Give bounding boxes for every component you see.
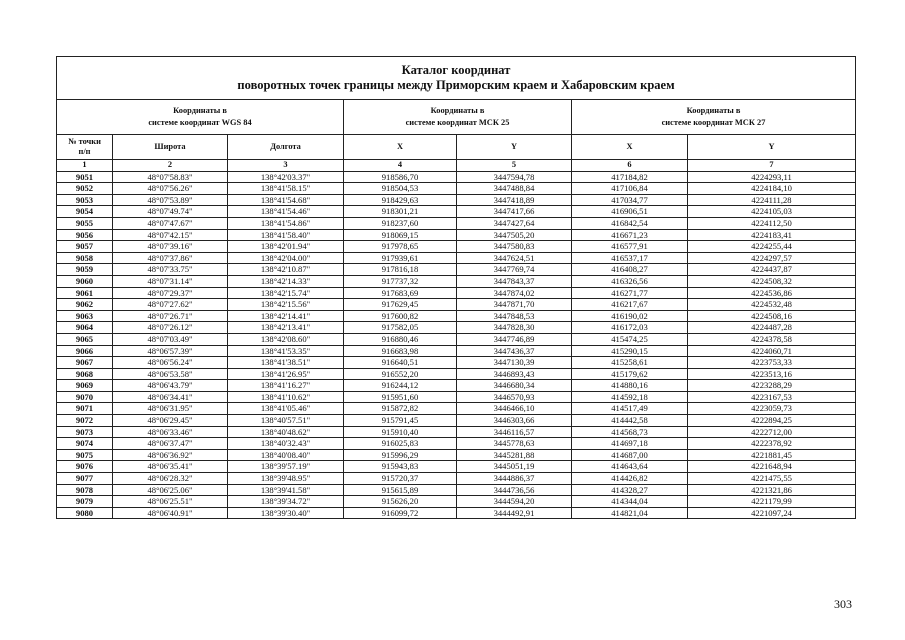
y-msk25: 3447769,74 <box>457 264 572 276</box>
column-number: 3 <box>228 160 344 172</box>
longitude: 138°42'13.41" <box>228 322 344 334</box>
y-msk27: 4224532,48 <box>688 299 856 311</box>
table-row <box>57 391 856 403</box>
table-row <box>57 426 856 438</box>
x-msk27: 416190,02 <box>572 310 688 322</box>
longitude: 138°40'57.51" <box>228 415 344 427</box>
x-msk25: 915615,89 <box>344 484 457 496</box>
table-row <box>57 345 856 357</box>
y-msk27: 4221097,24 <box>688 507 856 519</box>
y-msk27: 4223059,73 <box>688 403 856 415</box>
point-number: 9056 <box>57 229 113 241</box>
latitude: 48°07'39.16" <box>113 241 228 253</box>
y-msk25: 3447417,66 <box>457 206 572 218</box>
x-msk25: 918237,60 <box>344 217 457 229</box>
x-msk25: 915626,20 <box>344 496 457 508</box>
x-msk27: 415290,15 <box>572 345 688 357</box>
y-msk25: 3446116,57 <box>457 426 572 438</box>
column-header-y-msk27: Y <box>688 135 856 160</box>
point-number: 9079 <box>57 496 113 508</box>
table-row <box>57 438 856 450</box>
latitude: 48°06'29.45" <box>113 415 228 427</box>
latitude: 48°07'26.12" <box>113 322 228 334</box>
y-msk25: 3447580,83 <box>457 241 572 253</box>
y-msk25: 3447874,02 <box>457 287 572 299</box>
y-msk25: 3447594,78 <box>457 171 572 183</box>
x-msk25: 917939,61 <box>344 252 457 264</box>
y-msk27: 4224378,58 <box>688 333 856 345</box>
latitude: 48°06'53.58" <box>113 368 228 380</box>
point-number: 9063 <box>57 310 113 322</box>
point-number: 9075 <box>57 449 113 461</box>
column-header-longitude: Долгота <box>228 135 344 160</box>
longitude: 138°41'16.27" <box>228 380 344 392</box>
longitude: 138°40'48.62" <box>228 426 344 438</box>
y-msk27: 4224536,86 <box>688 287 856 299</box>
x-msk25: 918586,70 <box>344 171 457 183</box>
longitude: 138°42'15.74" <box>228 287 344 299</box>
x-msk25: 918069,15 <box>344 229 457 241</box>
table-title: Каталог координат <box>401 63 511 77</box>
table-row <box>57 368 856 380</box>
coordinate-catalog-sheet <box>56 56 855 519</box>
longitude: 138°41'10.62" <box>228 391 344 403</box>
x-msk27: 417106,84 <box>572 183 688 195</box>
y-msk27: 4224111,28 <box>688 194 856 206</box>
point-number: 9070 <box>57 391 113 403</box>
y-msk25: 3444594,20 <box>457 496 572 508</box>
y-msk27: 4224508,32 <box>688 275 856 287</box>
y-msk25: 3444492,91 <box>457 507 572 519</box>
longitude: 138°39'41.58" <box>228 484 344 496</box>
column-number: 5 <box>457 160 572 172</box>
x-msk27: 415258,61 <box>572 357 688 369</box>
x-msk25: 917737,32 <box>344 275 457 287</box>
point-number: 9062 <box>57 299 113 311</box>
x-msk27: 416217,67 <box>572 299 688 311</box>
y-msk25: 3444736,56 <box>457 484 572 496</box>
y-msk27: 4224255,44 <box>688 241 856 253</box>
x-msk25: 915951,60 <box>344 391 457 403</box>
point-number: 9057 <box>57 241 113 253</box>
latitude: 48°07'37.86" <box>113 252 228 264</box>
x-msk27: 414821,04 <box>572 507 688 519</box>
y-msk25: 3446893,43 <box>457 368 572 380</box>
y-msk27: 4221475,55 <box>688 473 856 485</box>
y-msk27: 4223513,16 <box>688 368 856 380</box>
y-msk27: 4224183,41 <box>688 229 856 241</box>
y-msk27: 4224297,57 <box>688 252 856 264</box>
table-row <box>57 241 856 253</box>
point-number: 9071 <box>57 403 113 415</box>
point-number: 9058 <box>57 252 113 264</box>
latitude: 48°07'03.49" <box>113 333 228 345</box>
latitude: 48°07'42.15" <box>113 229 228 241</box>
x-msk25: 915943,83 <box>344 461 457 473</box>
longitude: 138°42'14.41" <box>228 310 344 322</box>
y-msk27: 4221648,94 <box>688 461 856 473</box>
y-msk25: 3445281,88 <box>457 449 572 461</box>
longitude: 138°39'48.95" <box>228 473 344 485</box>
longitude: 138°42'10.87" <box>228 264 344 276</box>
latitude: 48°06'37.47" <box>113 438 228 450</box>
coordinate-table <box>56 56 856 519</box>
x-msk25: 916683,98 <box>344 345 457 357</box>
table-row <box>57 264 856 276</box>
y-msk27: 4222894,25 <box>688 415 856 427</box>
longitude: 138°40'08.40" <box>228 449 344 461</box>
latitude: 48°06'40.91" <box>113 507 228 519</box>
table-row <box>57 275 856 287</box>
x-msk25: 918301,21 <box>344 206 457 218</box>
column-number: 1 <box>57 160 113 172</box>
y-msk25: 3447624,51 <box>457 252 572 264</box>
point-number: 9060 <box>57 275 113 287</box>
latitude: 48°06'36.92" <box>113 449 228 461</box>
latitude: 48°07'47.67" <box>113 217 228 229</box>
x-msk27: 414697,18 <box>572 438 688 450</box>
group-header-msk25: Координаты в системе координат МСК 25 <box>344 100 572 135</box>
table-row <box>57 310 856 322</box>
y-msk27: 4224112,50 <box>688 217 856 229</box>
point-number: 9061 <box>57 287 113 299</box>
x-msk25: 916640,51 <box>344 357 457 369</box>
y-msk27: 4221881,45 <box>688 449 856 461</box>
x-msk27: 414592,18 <box>572 391 688 403</box>
x-msk27: 416842,54 <box>572 217 688 229</box>
longitude: 138°39'34.72" <box>228 496 344 508</box>
table-row <box>57 380 856 392</box>
y-msk25: 3444886,37 <box>457 473 572 485</box>
y-msk25: 3446303,66 <box>457 415 572 427</box>
table-row <box>57 449 856 461</box>
point-number: 9053 <box>57 194 113 206</box>
table-row <box>57 415 856 427</box>
y-msk25: 3447488,84 <box>457 183 572 195</box>
latitude: 48°06'25.06" <box>113 484 228 496</box>
x-msk27: 414517,49 <box>572 403 688 415</box>
table-row <box>57 403 856 415</box>
table-row <box>57 299 856 311</box>
y-msk25: 3447843,37 <box>457 275 572 287</box>
point-number: 9065 <box>57 333 113 345</box>
x-msk27: 414880,16 <box>572 380 688 392</box>
latitude: 48°06'33.46" <box>113 426 228 438</box>
x-msk25: 915996,29 <box>344 449 457 461</box>
point-number: 9054 <box>57 206 113 218</box>
longitude: 138°39'57.19" <box>228 461 344 473</box>
y-msk27: 4224508,16 <box>688 310 856 322</box>
latitude: 48°07'56.26" <box>113 183 228 195</box>
longitude: 138°39'30.40" <box>228 507 344 519</box>
y-msk27: 4224060,71 <box>688 345 856 357</box>
y-msk27: 4221321,86 <box>688 484 856 496</box>
column-header-point: № точки п/п <box>57 135 113 160</box>
point-number: 9078 <box>57 484 113 496</box>
latitude: 48°07'26.71" <box>113 310 228 322</box>
table-row <box>57 194 856 206</box>
table-row <box>57 484 856 496</box>
group-header-wgs84: Координаты в системе координат WGS 84 <box>57 100 344 135</box>
table-row <box>57 229 856 241</box>
table-row <box>57 473 856 485</box>
x-msk25: 915720,37 <box>344 473 457 485</box>
point-number: 9064 <box>57 322 113 334</box>
latitude: 48°06'34.41" <box>113 391 228 403</box>
y-msk27: 4221179,99 <box>688 496 856 508</box>
x-msk27: 414568,73 <box>572 426 688 438</box>
longitude: 138°41'54.68" <box>228 194 344 206</box>
table-row <box>57 507 856 519</box>
x-msk25: 917629,45 <box>344 299 457 311</box>
longitude: 138°40'32.43" <box>228 438 344 450</box>
latitude: 48°06'28.32" <box>113 473 228 485</box>
y-msk27: 4224184,10 <box>688 183 856 195</box>
x-msk27: 416671,23 <box>572 229 688 241</box>
x-msk25: 916025,83 <box>344 438 457 450</box>
point-number: 9059 <box>57 264 113 276</box>
point-number: 9072 <box>57 415 113 427</box>
table-row <box>57 183 856 195</box>
x-msk27: 416906,51 <box>572 206 688 218</box>
y-msk25: 3445778,63 <box>457 438 572 450</box>
x-msk27: 416326,56 <box>572 275 688 287</box>
table-row <box>57 171 856 183</box>
y-msk25: 3447130,39 <box>457 357 572 369</box>
x-msk27: 415179,62 <box>572 368 688 380</box>
x-msk27: 416172,03 <box>572 322 688 334</box>
y-msk25: 3447871,70 <box>457 299 572 311</box>
x-msk25: 915910,40 <box>344 426 457 438</box>
longitude: 138°41'26.95" <box>228 368 344 380</box>
x-msk25: 916244,12 <box>344 380 457 392</box>
point-number: 9051 <box>57 171 113 183</box>
x-msk25: 916552,20 <box>344 368 457 380</box>
table-row <box>57 357 856 369</box>
column-number: 7 <box>688 160 856 172</box>
x-msk25: 915872,82 <box>344 403 457 415</box>
table-row <box>57 333 856 345</box>
table-row <box>57 206 856 218</box>
latitude: 48°07'29.37" <box>113 287 228 299</box>
longitude: 138°42'14.33" <box>228 275 344 287</box>
y-msk27: 4223167,53 <box>688 391 856 403</box>
y-msk27: 4224437,87 <box>688 264 856 276</box>
longitude: 138°41'58.15" <box>228 183 344 195</box>
latitude: 48°06'35.41" <box>113 461 228 473</box>
point-number: 9080 <box>57 507 113 519</box>
y-msk27: 4224487,28 <box>688 322 856 334</box>
x-msk25: 918504,53 <box>344 183 457 195</box>
y-msk25: 3447436,37 <box>457 345 572 357</box>
y-msk27: 4222378,92 <box>688 438 856 450</box>
longitude: 138°41'54.46" <box>228 206 344 218</box>
latitude: 48°07'53.89" <box>113 194 228 206</box>
longitude: 138°41'05.46" <box>228 403 344 415</box>
latitude: 48°06'25.51" <box>113 496 228 508</box>
longitude: 138°41'54.86" <box>228 217 344 229</box>
latitude: 48°06'43.79" <box>113 380 228 392</box>
point-number: 9067 <box>57 357 113 369</box>
point-number: 9068 <box>57 368 113 380</box>
y-msk27: 4224105,03 <box>688 206 856 218</box>
x-msk27: 416537,17 <box>572 252 688 264</box>
latitude: 48°06'57.39" <box>113 345 228 357</box>
longitude: 138°42'03.37" <box>228 171 344 183</box>
group-header-msk27: Координаты в системе координат МСК 27 <box>572 100 856 135</box>
x-msk25: 916099,72 <box>344 507 457 519</box>
y-msk27: 4223753,33 <box>688 357 856 369</box>
coordinate-rows <box>57 171 856 519</box>
point-number: 9055 <box>57 217 113 229</box>
column-number: 6 <box>572 160 688 172</box>
x-msk27: 414687,00 <box>572 449 688 461</box>
x-msk27: 414344,04 <box>572 496 688 508</box>
column-header-latitude: Широта <box>113 135 228 160</box>
point-number: 9073 <box>57 426 113 438</box>
y-msk27: 4224293,11 <box>688 171 856 183</box>
x-msk27: 416271,77 <box>572 287 688 299</box>
table-row <box>57 461 856 473</box>
x-msk25: 916880,46 <box>344 333 457 345</box>
y-msk25: 3447418,89 <box>457 194 572 206</box>
point-number: 9052 <box>57 183 113 195</box>
x-msk25: 918429,63 <box>344 194 457 206</box>
x-msk27: 414426,82 <box>572 473 688 485</box>
x-msk27: 416408,27 <box>572 264 688 276</box>
longitude: 138°42'15.56" <box>228 299 344 311</box>
x-msk27: 414643,64 <box>572 461 688 473</box>
x-msk27: 414442,58 <box>572 415 688 427</box>
table-subtitle: поворотных точек границы между Приморским краем и Хабаровским краем <box>237 78 675 92</box>
x-msk25: 917582,05 <box>344 322 457 334</box>
page-number: 303 <box>834 597 852 611</box>
x-msk25: 917600,82 <box>344 310 457 322</box>
y-msk25: 3446570,93 <box>457 391 572 403</box>
latitude: 48°07'58.83" <box>113 171 228 183</box>
table-title-block <box>57 57 856 100</box>
y-msk25: 3447828,30 <box>457 322 572 334</box>
column-header-x-msk25: X <box>344 135 457 160</box>
table-row <box>57 217 856 229</box>
y-msk25: 3447427,64 <box>457 217 572 229</box>
longitude: 138°42'01.94" <box>228 241 344 253</box>
table-row <box>57 496 856 508</box>
latitude: 48°06'56.24" <box>113 357 228 369</box>
longitude: 138°41'58.40" <box>228 229 344 241</box>
latitude: 48°06'31.95" <box>113 403 228 415</box>
point-number: 9069 <box>57 380 113 392</box>
latitude: 48°07'31.14" <box>113 275 228 287</box>
x-msk25: 915791,45 <box>344 415 457 427</box>
table-row <box>57 252 856 264</box>
column-number: 2 <box>113 160 228 172</box>
x-msk25: 917683,69 <box>344 287 457 299</box>
point-number: 9074 <box>57 438 113 450</box>
point-number: 9077 <box>57 473 113 485</box>
x-msk27: 415474,25 <box>572 333 688 345</box>
column-header-y-msk25: Y <box>457 135 572 160</box>
x-msk27: 417034,77 <box>572 194 688 206</box>
x-msk25: 917978,65 <box>344 241 457 253</box>
longitude: 138°41'53.35" <box>228 345 344 357</box>
table-row <box>57 287 856 299</box>
x-msk27: 414328,27 <box>572 484 688 496</box>
column-number: 4 <box>344 160 457 172</box>
point-number: 9076 <box>57 461 113 473</box>
longitude: 138°41'38.51" <box>228 357 344 369</box>
y-msk25: 3446680,34 <box>457 380 572 392</box>
x-msk25: 917816,18 <box>344 264 457 276</box>
x-msk27: 417184,82 <box>572 171 688 183</box>
latitude: 48°07'49.74" <box>113 206 228 218</box>
longitude: 138°42'08.60" <box>228 333 344 345</box>
y-msk27: 4223288,29 <box>688 380 856 392</box>
y-msk25: 3447848,53 <box>457 310 572 322</box>
longitude: 138°42'04.00" <box>228 252 344 264</box>
y-msk25: 3447505,20 <box>457 229 572 241</box>
table-row <box>57 322 856 334</box>
y-msk27: 4222712,00 <box>688 426 856 438</box>
y-msk25: 3445051,19 <box>457 461 572 473</box>
x-msk27: 416577,91 <box>572 241 688 253</box>
point-number: 9066 <box>57 345 113 357</box>
column-number-row <box>57 160 856 172</box>
latitude: 48°07'27.62" <box>113 299 228 311</box>
latitude: 48°07'33.75" <box>113 264 228 276</box>
y-msk25: 3446466,10 <box>457 403 572 415</box>
y-msk25: 3447746,89 <box>457 333 572 345</box>
column-header-x-msk27: X <box>572 135 688 160</box>
